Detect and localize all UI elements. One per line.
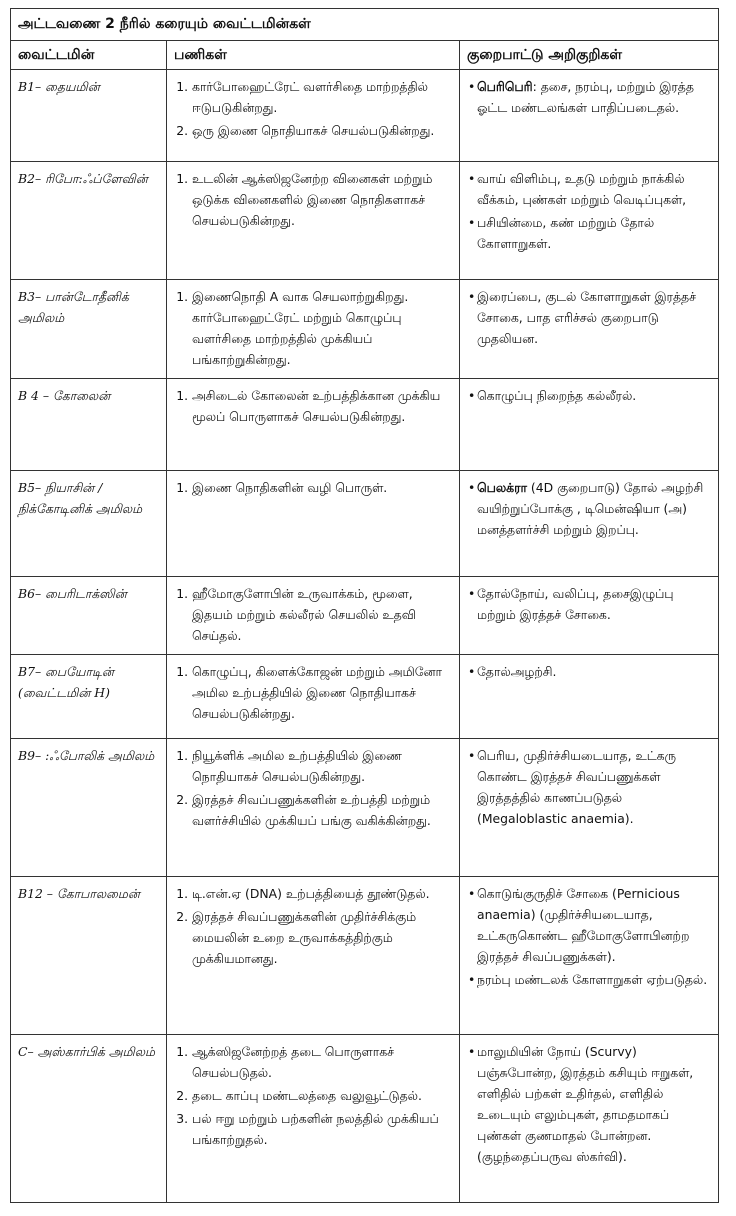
caption-row xyxy=(11,9,719,41)
table-caption: அட்டவணை 2 நீரில் கரையும் வைட்டமின்கள் xyxy=(11,9,719,41)
symptom-item xyxy=(477,477,711,540)
symptom-text: மாலுமியின் நோய் (Scurvy) பஞ்சுபோன்ற, இரத்தம் கசியும் ஈறுகள், எளிதில் பற்கள் உதிர்தல், எளிதில் உடையும் எலும்புகள், தாமதமாகப் புண்கள் குணமாதல் போன்றன. (குழந்தைப்பருவ ஸ்கர்வி). xyxy=(477,1044,694,1164)
table-body xyxy=(11,70,719,1203)
header-symptoms: குறைபாட்டு அறிகுறிகள் xyxy=(460,41,719,70)
functions-cell xyxy=(167,577,460,655)
functions-list xyxy=(174,385,452,427)
functions-list xyxy=(174,477,452,498)
symptom-text: தோல்அழற்சி. xyxy=(477,664,557,679)
symptom-item xyxy=(477,969,711,990)
functions-list xyxy=(174,286,452,370)
symptom-text: வாய் விளிம்பு, உதடு மற்றும் நாக்கில் வீக்கம், புண்கள் மற்றும் வெடிப்புகள், xyxy=(477,171,687,207)
symptoms-cell xyxy=(460,877,719,1035)
functions-cell xyxy=(167,877,460,1035)
functions-list xyxy=(174,745,452,831)
symptoms-cell xyxy=(460,280,719,379)
vitamin-name: B1– தையமின் xyxy=(11,70,167,162)
symptom-item xyxy=(477,168,711,210)
symptoms-list xyxy=(467,883,711,990)
functions-list xyxy=(174,583,452,646)
symptoms-list xyxy=(467,661,711,682)
functions-list xyxy=(174,76,452,141)
table-row xyxy=(11,739,719,877)
symptoms-cell xyxy=(460,162,719,280)
function-item: 1. இணை நொதிகளின் வழி பொருள். xyxy=(192,477,452,498)
vitamin-name: C– அஸ்கார்பிக் அமிலம் xyxy=(11,1035,167,1203)
symptom-text: பெரிய, முதிர்ச்சியடையாத, உட்கரு கொண்ட இரத்தச் சிவப்பணுக்கள் இரத்தத்தில் காணப்படுதல் (Megaloblastic anaemia). xyxy=(477,748,677,826)
function-item: 1. அசிடைல் கோலைன் உற்பத்திக்கான முக்கிய மூலப் பொருளாகச் செயல்படுகின்றது. xyxy=(192,385,452,427)
symptom-text: கொழுப்பு நிறைந்த கல்லீரல். xyxy=(477,388,637,403)
function-item: 2. இரத்தச் சிவப்பணுக்களின் முதிர்ச்சிக்கும் மையலின் உறை உருவாக்கத்திற்கும் முக்கியமானது. xyxy=(192,906,452,969)
symptoms-list xyxy=(467,477,711,540)
header-vitamin: வைட்டமின் xyxy=(11,41,167,70)
function-item: 1. ஆக்ஸிஜனேற்றத் தடை பொருளாகச் செயல்படுதல். xyxy=(192,1041,452,1083)
vitamin-name: B12 – கோபாலமைன் xyxy=(11,877,167,1035)
symptoms-cell xyxy=(460,70,719,162)
symptoms-list xyxy=(467,583,711,625)
table-row xyxy=(11,162,719,280)
symptoms-list xyxy=(467,286,711,349)
functions-cell xyxy=(167,280,460,379)
symptom-text: : தசை, நரம்பு, மற்றும் இரத்த ஓட்ட மண்டலங்கள் பாதிப்படைதல். xyxy=(477,79,694,115)
symptom-item xyxy=(477,76,711,118)
symptoms-cell xyxy=(460,577,719,655)
symptoms-list xyxy=(467,385,711,406)
symptom-item xyxy=(477,286,711,349)
function-item: 3. பல் ஈறு மற்றும் பற்களின் நலத்தில் முக்கியப் பங்காற்றுதல். xyxy=(192,1108,452,1150)
symptom-item xyxy=(477,883,711,967)
symptom-text: தோல்நோய், வலிப்பு, தசைஇழுப்பு மற்றும் இரத்தச் சோகை. xyxy=(477,586,674,622)
symptom-item xyxy=(477,1041,711,1167)
symptoms-list xyxy=(467,76,711,118)
symptom-disease-name: பெலக்ரா xyxy=(477,480,527,495)
function-item: 1. உடலின் ஆக்ஸிஜனேற்ற வினைகள் மற்றும் ஒடுக்க வினைகளில் இணை நொதிகளாகச் செயல்படுகின்றது. xyxy=(192,168,452,231)
functions-cell xyxy=(167,1035,460,1203)
header-row xyxy=(11,41,719,70)
functions-cell xyxy=(167,471,460,577)
table-row xyxy=(11,471,719,577)
symptom-text: (4D குறைபாடு) தோல் அழற்சி வயிற்றுப்போக்கு , டிமென்ஷியா (அ) மனத்தளர்ச்சி மற்றும் இறப்பு. xyxy=(477,480,704,537)
vitamin-name: B9– :ஃபோலிக் அமிலம் xyxy=(11,739,167,877)
table-row xyxy=(11,655,719,739)
symptom-item xyxy=(477,583,711,625)
document-page xyxy=(10,8,718,1203)
table-row xyxy=(11,877,719,1035)
function-item: 2. ஒரு இணை நொதியாகச் செயல்படுகின்றது. xyxy=(192,120,452,141)
functions-list xyxy=(174,883,452,969)
symptom-text: பசியின்மை, கண் மற்றும் தோல் கோளாறுகள். xyxy=(477,215,655,251)
vitamin-name: B5– நியாசின் / நிக்கோடினிக் அமிலம் xyxy=(11,471,167,577)
symptom-item xyxy=(477,385,711,406)
symptom-text: நரம்பு மண்டலக் கோளாறுகள் ஏற்படுதல். xyxy=(477,972,708,987)
functions-list xyxy=(174,1041,452,1150)
symptoms-cell xyxy=(460,739,719,877)
header-functions: பணிகள் xyxy=(167,41,460,70)
functions-cell xyxy=(167,70,460,162)
functions-cell xyxy=(167,655,460,739)
table-row xyxy=(11,70,719,162)
symptoms-cell xyxy=(460,379,719,471)
functions-cell xyxy=(167,379,460,471)
vitamin-name: B 4 – கோலைன் xyxy=(11,379,167,471)
symptoms-cell xyxy=(460,655,719,739)
vitamin-name: B7– பையோடின் (வைட்டமின் H) xyxy=(11,655,167,739)
vitamin-name: B3– பான்டோதீனிக் அமிலம் xyxy=(11,280,167,379)
functions-list xyxy=(174,661,452,724)
symptom-disease-name: பெரிபெரி xyxy=(477,79,533,94)
symptom-item xyxy=(477,212,711,254)
symptom-text: இரைப்பை, குடல் கோளாறுகள் இரத்தச் சோகை, பாத எரிச்சல் குறைபாடு முதலியன. xyxy=(477,289,696,346)
vitamin-name: B6– பைரிடாக்ஸின் xyxy=(11,577,167,655)
symptoms-cell xyxy=(460,1035,719,1203)
vitamin-table xyxy=(10,8,719,1203)
table-row xyxy=(11,379,719,471)
functions-list xyxy=(174,168,452,231)
symptom-item xyxy=(477,661,711,682)
symptoms-list xyxy=(467,168,711,254)
table-row xyxy=(11,1035,719,1203)
symptoms-list xyxy=(467,1041,711,1167)
symptoms-cell xyxy=(460,471,719,577)
function-item: 1. டி.என்.ஏ (DNA) உற்பத்தியைத் தூண்டுதல். xyxy=(192,883,452,904)
function-item: 1. நியூக்ளிக் அமில உற்பத்தியில் இணை நொதியாகச் செயல்படுகின்றது. xyxy=(192,745,452,787)
function-item: 2. தடை காப்பு மண்டலத்தை வலுவூட்டுதல். xyxy=(192,1085,452,1106)
functions-cell xyxy=(167,739,460,877)
symptom-text: கொடுங்குருதிச் சோகை (Pernicious anaemia) (முதிர்ச்சியடையாத, உட்கருகொண்ட ஹீமோகுளோபினற்ற இரத்தச் சிவப்பணுக்கள்). xyxy=(477,886,690,964)
functions-cell xyxy=(167,162,460,280)
symptoms-list xyxy=(467,745,711,829)
table-row xyxy=(11,577,719,655)
vitamin-name: B2– ரிபோ:ஃப்ளேவின் xyxy=(11,162,167,280)
function-item: 1. கொழுப்பு, கிளைக்கோஜன் மற்றும் அமினோ அமில உற்பத்தியில் இணை நொதியாகச் செயல்படுகின்றது. xyxy=(192,661,452,724)
table-row xyxy=(11,280,719,379)
function-item: 1. இணைநொதி A வாக செயலாற்றுகிறது. கார்போஹைட்ரேட் மற்றும் கொழுப்பு வளர்சிதை மாற்றத்தில் முக்கியப் பங்காற்றுகின்றது. xyxy=(192,286,452,370)
function-item: 1. கார்போஹைட்ரேட் வளர்சிதை மாற்றத்தில் ஈடுபடுகின்றது. xyxy=(192,76,452,118)
function-item: 2. இரத்தச் சிவப்பணுக்களின் உற்பத்தி மற்றும் வளர்ச்சியில் முக்கியப் பங்கு வகிக்கின்றது. xyxy=(192,789,452,831)
symptom-item xyxy=(477,745,711,829)
function-item: 1. ஹீமோகுளோபின் உருவாக்கம், மூளை, இதயம் மற்றும் கல்லீரல் செயலில் உதவி செய்தல். xyxy=(192,583,452,646)
